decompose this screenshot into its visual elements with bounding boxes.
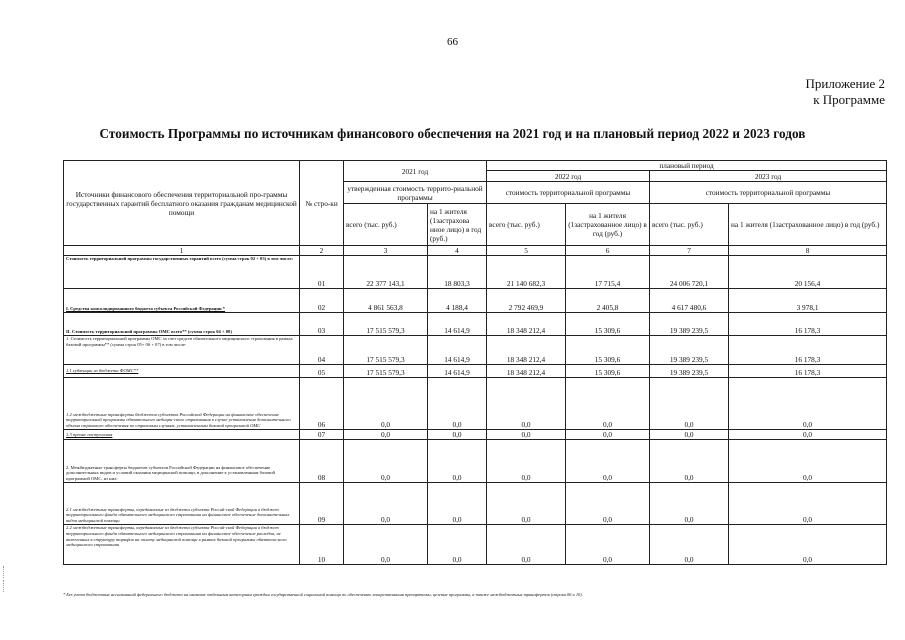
row-code: 02 — [300, 289, 344, 313]
column-number: 4 — [428, 246, 487, 256]
row-value: 4 188,4 — [428, 289, 487, 313]
appendix-label — [805, 76, 885, 108]
row-value: 17 715,4 — [566, 256, 650, 289]
row-value: 0,0 — [729, 525, 887, 565]
row-source: 1.3 прочие поступления — [64, 430, 300, 440]
row-value: 0,0 — [487, 440, 566, 483]
row-source: 1. Стоимость территориальной программы ОМС за счет средств обязательного медицинского страхования в рамках базовой программы** (сумма строк 05+ 06 + 07) в том числе: — [64, 336, 300, 365]
row-value: 17 515 579,3 — [344, 365, 428, 378]
row-value: 0,0 — [344, 378, 428, 430]
header-total-2023: всего (тыс. руб.) — [650, 204, 729, 246]
table-row — [64, 336, 887, 365]
column-number: 2 — [300, 246, 344, 256]
row-value: 15 309,6 — [566, 365, 650, 378]
row-value: 16 178,3 — [729, 365, 887, 378]
row-value: 0,0 — [566, 525, 650, 565]
header-year-2021: 2021 год — [344, 161, 487, 182]
row-source: 2.2 межбюджетные трансферты, передаваемые из бюджета субъекта Россий-ской Федерации в бюджет территориального фонда обязательного медицинского страхования на финансовое обеспечение расходов, не включенных в структуру тарифов на оплату медицинской помощи в рамках базовой программы обязатель-ного медицинского страхования — [64, 525, 300, 565]
row-value: 19 389 239,5 — [650, 313, 729, 336]
row-value: 16 178,3 — [729, 336, 887, 365]
row-value: 18 348 212,4 — [487, 365, 566, 378]
row-value: 4 861 563,8 — [344, 289, 428, 313]
table-row — [64, 256, 887, 289]
row-value: 0,0 — [650, 483, 729, 525]
header-source: Источники финансового обеспечения территориальной про-граммы государственных гарантий бесплатного оказания гражданам медицинской помощи — [64, 161, 300, 246]
footnote: * Без учета бюджетных ассигнований федерального бюджета на оказание отдельным категориям граждан государственной социальной помощи по обеспечению лекарственными препаратами, целевые программы, а также межбюджетных трансфертов (строки 06 и 10). — [63, 592, 583, 597]
row-value: 0,0 — [428, 525, 487, 565]
header-year-2022: 2022 год — [487, 171, 650, 182]
row-value: 19 389 239,5 — [650, 365, 729, 378]
column-number: 5 — [487, 246, 566, 256]
header-total-2022: всего (тыс. руб.) — [487, 204, 566, 246]
row-source: II. Стоимость территориальной программы ОМС всего** (сумма строк 04 + 08) — [64, 313, 300, 336]
scan-edge-mark — [3, 580, 6, 592]
appendix-line-2: к Программе — [813, 92, 885, 107]
column-number: 6 — [566, 246, 650, 256]
table-row — [64, 483, 887, 525]
row-value: 22 377 143,1 — [344, 256, 428, 289]
row-source: 1.2 межбюджетные трансферты бюджетов субъектов Российской Федерации на финансовое обеспечение территориальной программы обязательного медицин-ского страхования в случае установления дополнительного объема страхового обеспечения по страховым случаям, установленным базовой программой ОМС — [64, 378, 300, 430]
row-code: 07 — [300, 430, 344, 440]
row-value: 0,0 — [344, 430, 428, 440]
row-value: 0,0 — [487, 378, 566, 430]
column-number: 3 — [344, 246, 428, 256]
row-value: 14 614,9 — [428, 313, 487, 336]
row-value: 0,0 — [344, 440, 428, 483]
header-cost-2023: стоимость территориальной программы — [650, 182, 887, 204]
row-value: 24 006 720,1 — [650, 256, 729, 289]
row-value: 0,0 — [428, 430, 487, 440]
row-value: 0,0 — [487, 525, 566, 565]
row-value: 0,0 — [428, 440, 487, 483]
row-source: I. Средства консолидированного бюджета субъекта Российской Федерации * — [64, 289, 300, 313]
column-number: 7 — [650, 246, 729, 256]
row-value: 2 792 469,9 — [487, 289, 566, 313]
row-code: 03 — [300, 313, 344, 336]
scan-edge-mark — [3, 566, 6, 578]
row-value: 19 389 239,5 — [650, 336, 729, 365]
row-value: 2 405,8 — [566, 289, 650, 313]
page-number: 66 — [447, 36, 458, 48]
table-row — [64, 365, 887, 378]
row-value: 18 348 212,4 — [487, 313, 566, 336]
row-value: 0,0 — [566, 430, 650, 440]
header-year-2023: 2023 год — [650, 171, 887, 182]
column-number: 8 — [729, 246, 887, 256]
row-value: 14 614,9 — [428, 365, 487, 378]
row-value: 0,0 — [729, 430, 887, 440]
table-row — [64, 378, 887, 430]
table-row — [64, 313, 887, 336]
row-value: 0,0 — [566, 440, 650, 483]
row-value: 18 348 212,4 — [487, 336, 566, 365]
row-value: 0,0 — [650, 378, 729, 430]
row-value: 18 803,3 — [428, 256, 487, 289]
row-value: 0,0 — [566, 483, 650, 525]
header-per-capita-2022: на 1 жителя (1застрахованное лицо) в год (руб.) — [566, 204, 650, 246]
row-code: 08 — [300, 440, 344, 483]
row-source: Стоимость территориальной программы государственных гарантий всего (сумма строк 02 + 03) в том числе: — [64, 256, 300, 289]
header-approved-cost: утвержденная стоимость террито-риальной программы — [344, 182, 487, 204]
row-value: 0,0 — [650, 430, 729, 440]
header-per-capita-2021: на 1 жителя (1застрахова нное лицо) в год (руб.) — [428, 204, 487, 246]
row-value: 20 156,4 — [729, 256, 887, 289]
row-value: 17 515 579,3 — [344, 313, 428, 336]
row-value: 17 515 579,3 — [344, 336, 428, 365]
row-value: 4 617 480,6 — [650, 289, 729, 313]
row-value: 0,0 — [729, 483, 887, 525]
row-code: 09 — [300, 483, 344, 525]
row-code: 05 — [300, 365, 344, 378]
row-value: 0,0 — [344, 525, 428, 565]
header-planning-period: плановый период — [487, 161, 887, 171]
column-number: 1 — [64, 246, 300, 256]
program-cost-table — [63, 160, 887, 565]
row-value: 0,0 — [729, 378, 887, 430]
appendix-line-1: Приложение 2 — [805, 76, 885, 91]
header-row-code: № стро-ки — [300, 161, 344, 246]
row-code: 10 — [300, 525, 344, 565]
row-value: 15 309,6 — [566, 313, 650, 336]
header-cost-2022: стоимость территориальной программы — [487, 182, 650, 204]
row-value: 14 614,9 — [428, 336, 487, 365]
row-value: 15 309,6 — [566, 336, 650, 365]
row-value: 3 978,1 — [729, 289, 887, 313]
row-value: 0,0 — [428, 378, 487, 430]
table-row — [64, 289, 887, 313]
header-per-capita-2023: на 1 жителя (1застрахованное лицо) в год (руб.) — [729, 204, 887, 246]
row-source: 1.1 субвенции из бюджета ФОМС** — [64, 365, 300, 378]
row-code: 01 — [300, 256, 344, 289]
row-value: 0,0 — [650, 525, 729, 565]
row-value: 0,0 — [487, 483, 566, 525]
row-value: 0,0 — [566, 378, 650, 430]
table-row — [64, 525, 887, 565]
row-code: 06 — [300, 378, 344, 430]
column-number-row — [64, 246, 887, 256]
row-value: 16 178,3 — [729, 313, 887, 336]
header-total-2021: всего (тыс. руб.) — [344, 204, 428, 246]
row-value: 0,0 — [428, 483, 487, 525]
row-value: 0,0 — [344, 483, 428, 525]
table-row — [64, 430, 887, 440]
row-source: 2.1 межбюджетные трансферты, передаваемые из бюджета субъекта Россий-ской Федерации в бюджет территориального фонда обязательного медицинского страхования на финансовое обеспечение дополнительных видов медицинской помощи — [64, 483, 300, 525]
row-value: 0,0 — [487, 430, 566, 440]
row-code: 04 — [300, 336, 344, 365]
row-value: 0,0 — [650, 440, 729, 483]
row-value: 21 140 682,3 — [487, 256, 566, 289]
table-row — [64, 440, 887, 483]
row-value: 0,0 — [729, 440, 887, 483]
row-source: 2. Межбюджетные трансферты бюджетов субъектов Российской Федерации на финансовое обеспечение дополнительных видов и условий оказания медицинской помощи, в дополнение к установленным базовой программой ОМС, из них: — [64, 440, 300, 483]
document-title: Стоимость Программы по источникам финансового обеспечения на 2021 год и на плановый период 2022 и 2023 годов — [99, 126, 806, 141]
